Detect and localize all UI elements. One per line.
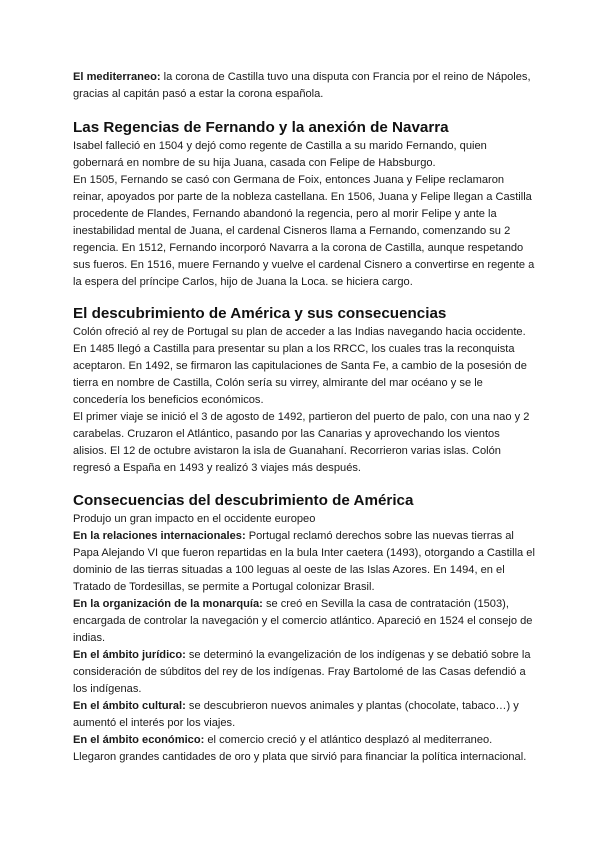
consecuencia-item <box>73 528 535 596</box>
regencias-paragraph-2: En 1505, Fernando se casó con Germana de Foix, entonces Juana y Felipe reclamaron reinar, apoyados por parte de la nobleza castellana. En 1506, Juana y Felipe llegan a Castilla procedente de Flandes, Fernando abandonó la regencia, pero al morir Felipe y ante la inestabilidad mental de Juana, el cardenal Cisneros llama a Fernando, comenzando su 2 regencia. En 1512, Fernando incorporó Navarra a la corona de Castilla, aunque respetando sus fueros. En 1516, muere Fernando y vuelve el cardenal Cisnero a convertirse en regente a la espera del príncipe Carlos, hijo de Juana la Loca. se hiciera cargo. <box>73 174 535 288</box>
consecuencia-item <box>73 596 535 647</box>
consecuencia-item <box>73 647 535 698</box>
consecuencia-text: se determinó la evangelización de los indígenas y se debatió sobre la consideración de súbditos del rey de los indígenas. Fray Bartolomé de las Casas defendió a los indígenas. <box>73 649 531 695</box>
consecuencia-text: se descubrieron nuevos animales y plantas (chocolate, tabaco…) y aumentó el interés por los viajes. <box>73 700 519 729</box>
document-body <box>73 69 535 766</box>
consecuencia-label: En el ámbito cultural: <box>73 700 186 712</box>
regencias-paragraph-1: Isabel falleció en 1504 y dejó como regente de Castilla a su marido Fernando, quien gobernará en nombre de su hija Juana, casada con Felipe de Habsburgo. <box>73 140 487 169</box>
consecuencia-text: el comercio creció y el atlántico desplazó al mediterraneo. Llegaron grandes cantidades de oro y plata que sirvió para financiar la política internacional. <box>73 734 527 763</box>
consecuencia-label: En la organización de la monarquía: <box>73 598 263 610</box>
intro-text: la corona de Castilla tuvo una disputa con Francia por el reino de Nápoles, gracias al capitán pasó a estar la corona española. <box>73 71 531 100</box>
consecuencia-label: En la relaciones internacionales: <box>73 530 246 542</box>
descubrimiento-paragraph-2: En 1485 llegó a Castilla para presentar su plan a los RRCC, los cuales tras la reconquista aceptaron. En 1492, se firmaron las capitulaciones de Santa Fe, a cambio de la posesión de tierra en nombre de Castilla, Colón sería su virrey, almirante del mar océano y se le concedería los beneficios económicos. <box>73 343 527 406</box>
intro-label: El mediterraneo: <box>73 71 161 83</box>
consecuencias-heading: Consecuencias del descubrimiento de América <box>73 492 414 509</box>
consecuencias-lead: Produjo un gran impacto en el occidente europeo <box>73 513 316 525</box>
regencias-heading: Las Regencias de Fernando y la anexión de Navarra <box>73 119 449 136</box>
consecuencia-label: En el ámbito económico: <box>73 734 205 746</box>
consecuencia-item <box>73 732 535 766</box>
consecuencia-label: En el ámbito jurídico: <box>73 649 186 661</box>
consecuencia-text: Portugal reclamó derechos sobre las nuevas tierras al Papa Alejando VI que fueron repartidas en la bula Inter caetera (1493), otorgando a Castilla el dominio de las tierras situadas a 100 leguas al oeste de las Islas Azores. En 1494, en el Tratado de Tordesillas, se permite a Portugal colonizar Brasil. <box>73 530 535 593</box>
descubrimiento-heading: El descubrimiento de América y sus consecuencias <box>73 305 447 322</box>
intro-paragraph <box>73 69 535 103</box>
descubrimiento-paragraph-1: Colón ofreció al rey de Portugal su plan de acceder a las Indias navegando hacia occidente. <box>73 326 526 338</box>
consecuencia-item <box>73 698 535 732</box>
descubrimiento-paragraph-3: El primer viaje se inició el 3 de agosto de 1492, partieron del puerto de palo, con una nao y 2 carabelas. Cruzaron el Atlántico, pasando por las Canarias y aprovechando los vientos alisios. El 12 de octubre avistaron la isla de Guanahaní. Recorrieron varias islas. Colón regresó a España en 1493 y realizó 3 viajes más después. <box>73 411 530 474</box>
consecuencia-text: se creó en Sevilla la casa de contratación (1503), encargada de controlar la navegación y el comercio atlántico. Apareció en 1524 el consejo de indias. <box>73 598 533 644</box>
